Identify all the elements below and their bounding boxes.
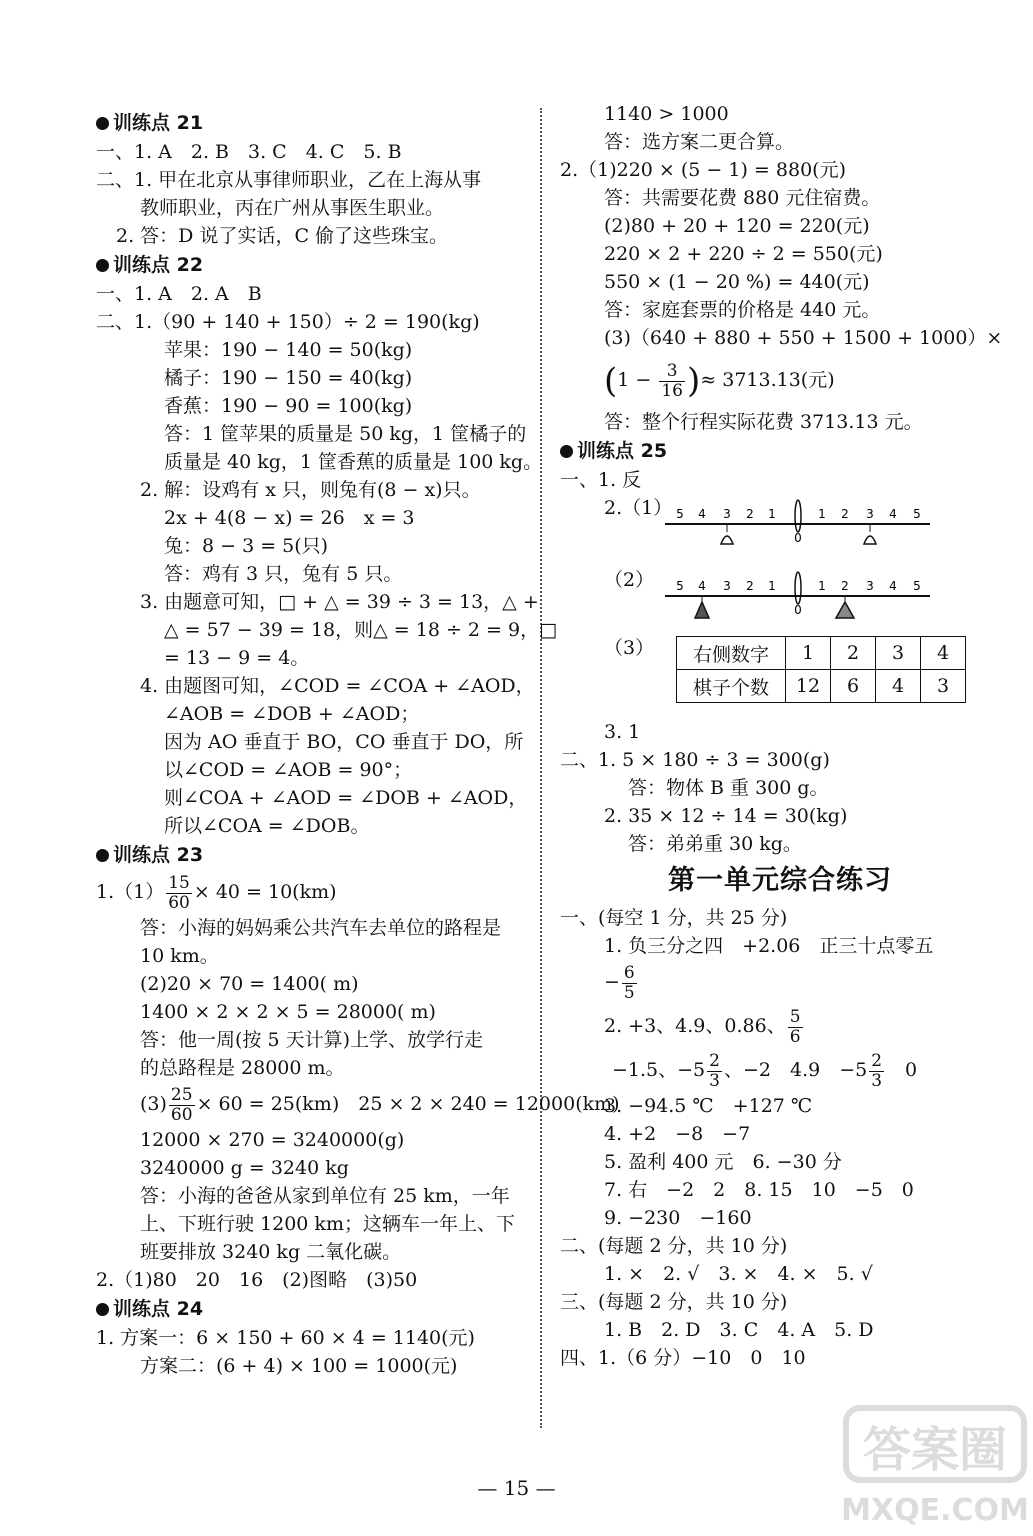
bullet-icon xyxy=(560,445,573,458)
answer-line: （2） xyxy=(604,569,655,591)
answer-line: 9. −230 −160 xyxy=(604,1207,752,1229)
answer-line: 则∠COA + ∠AOD = ∠DOB + ∠AOD， xyxy=(164,787,528,809)
answer-line: 一、(每空 1 分，共 25 分) xyxy=(560,907,788,929)
answer-line: 答：1 筐苹果的质量是 50 kg，1 筐橘子的 xyxy=(164,423,527,445)
tick-label: 1 xyxy=(768,579,776,593)
tick-label: 5 xyxy=(676,579,684,593)
heading-text: 训练点 25 xyxy=(577,440,668,462)
right-column xyxy=(560,100,1003,1372)
table-cell: 4 xyxy=(921,637,966,670)
text: × 40 = 10(km) xyxy=(193,881,337,903)
answer-line: 答：小海的妈妈乘公共汽车去单位的路程是 xyxy=(140,917,502,939)
svg-text:答案圈: 答案圈 xyxy=(862,1422,1008,1478)
text: 1 − xyxy=(617,369,658,391)
answer-line: 香蕉：190 − 90 = 100(kg) xyxy=(164,395,413,417)
tick-label: 3 xyxy=(723,507,731,521)
answer-line: 220 × 2 + 220 ÷ 2 = 550(元) xyxy=(604,243,883,265)
answer-line: 1140 > 1000 xyxy=(604,103,729,125)
tick-label: 1 xyxy=(768,507,776,521)
answer-line: △ = 57 − 39 = 18，则△ = 18 ÷ 2 = 9，□ xyxy=(164,619,558,641)
denominator: 6 xyxy=(789,1026,801,1047)
answer-line: 2. 35 × 12 ÷ 14 = 30(kg) xyxy=(604,805,848,827)
table-row xyxy=(677,670,966,703)
table-cell: 棋子个数 xyxy=(677,670,786,703)
fraction xyxy=(788,1008,803,1047)
fraction xyxy=(166,874,192,913)
answer-line: 教师职业，丙在广州从事医生职业。 xyxy=(140,197,445,219)
denominator: 3 xyxy=(871,1070,883,1091)
weight-icon xyxy=(836,602,854,618)
answer-line: 3. 由题意可知，□ + △ = 39 ÷ 3 = 13，△ + xyxy=(140,591,539,613)
answer-line xyxy=(560,1004,1000,1048)
text: −1.5、−5 xyxy=(612,1059,706,1081)
answer-line: 2x + 4(8 − x) = 26 x = 3 xyxy=(164,507,415,529)
answer-line: 答：小海的爸爸从家到单位有 25 km，一年 xyxy=(140,1185,510,1207)
answer-line: 四、1.（6 分）−10 0 10 xyxy=(560,1347,806,1369)
tick-label: 4 xyxy=(889,507,897,521)
answer-line: 2.（1） xyxy=(604,497,673,519)
tick-label: 4 xyxy=(698,579,706,593)
answer-line: 12000 × 270 = 3240000(g) xyxy=(140,1129,405,1151)
answer-line: 答：鸡有 3 只，兔有 5 只。 xyxy=(164,563,403,585)
numerator: 25 xyxy=(170,1084,193,1105)
heading-text: 训练点 24 xyxy=(113,1298,204,1320)
tick-label: 0 xyxy=(794,603,802,617)
answer-line: 二、1.（90 + 140 + 150）÷ 2 = 190(kg) xyxy=(96,311,480,333)
answer-line: 4. 由题图可知，∠COD = ∠COA + ∠AOD， xyxy=(140,675,535,697)
denominator: 60 xyxy=(168,892,190,913)
numerator: 3 xyxy=(659,362,685,382)
answer-line: 3. −94.5 ℃ +127 ℃ xyxy=(604,1095,813,1117)
answer-line: 2.（1)220 × (5 − 1) = 880(元) xyxy=(560,159,846,181)
numerator: 15 xyxy=(168,872,190,893)
answer-line: 10 km。 xyxy=(140,945,219,967)
weight-icon xyxy=(721,536,733,544)
answer-line: ∠AOB = ∠DOB + ∠AOD； xyxy=(164,703,420,725)
answer-line: 答：物体 B 重 300 g。 xyxy=(628,777,829,799)
left-paren: ( xyxy=(604,361,618,401)
text: 、−2 4.9 −5 xyxy=(723,1059,868,1081)
tick-label: 0 xyxy=(794,531,802,545)
answer-line: (2)80 + 20 + 120 = 220(元) xyxy=(604,215,870,237)
section-heading-24 xyxy=(96,1294,526,1324)
denominator: 3 xyxy=(709,1070,720,1091)
answer-line: 550 × (1 − 20 %) = 440(元) xyxy=(604,271,870,293)
denominator: 5 xyxy=(623,982,635,1003)
number-line-1 xyxy=(560,494,1000,556)
watermark-logo xyxy=(840,1400,1030,1530)
denominator: 16 xyxy=(661,380,683,401)
weight-icon xyxy=(864,536,876,544)
tick-label: 3 xyxy=(866,507,874,521)
answer-line: 1. B 2. D 3. C 4. A 5. D xyxy=(604,1319,874,1341)
answer-line xyxy=(96,870,526,914)
answer-line: 一、1. 反 xyxy=(560,469,642,491)
tick-label: 4 xyxy=(889,579,897,593)
weight-table xyxy=(676,636,966,703)
fraction xyxy=(869,1052,884,1091)
answer-line: 1. 方案一：6 × 150 + 60 × 4 = 1140(元) xyxy=(96,1327,475,1349)
weight-icon xyxy=(695,602,709,618)
bullet-icon xyxy=(96,117,109,130)
table-row xyxy=(677,637,966,670)
minus-sign: − xyxy=(604,971,620,993)
answer-line: = 13 − 9 = 4。 xyxy=(164,647,310,669)
text: × 60 = 25(km) 25 × 2 × 240 = 12000(km) xyxy=(196,1093,620,1115)
tick-label: 5 xyxy=(676,507,684,521)
tick-label: 3 xyxy=(866,579,874,593)
bullet-icon xyxy=(96,1303,109,1316)
section-heading-25 xyxy=(560,436,1000,466)
table-cell: 2 xyxy=(831,637,876,670)
tick-label: 5 xyxy=(913,579,921,593)
answer-line: 3240000 g = 3240 kg xyxy=(140,1157,349,1179)
answer-line: 答：弟弟重 30 kg。 xyxy=(628,833,802,855)
tick-label: 2 xyxy=(746,507,754,521)
balance-diagram-2 xyxy=(660,566,935,628)
answer-line: 答：家庭套票的价格是 440 元。 xyxy=(604,299,881,321)
heading-text: 训练点 22 xyxy=(113,254,204,276)
answer-line: 因为 AO 垂直于 BO，CO 垂直于 DO，所 xyxy=(164,731,524,753)
table-cell: 4 xyxy=(876,670,921,703)
answer-line: 所以∠COA = ∠DOB。 xyxy=(164,815,370,837)
answer-line: 兔：8 − 3 = 5(只) xyxy=(164,535,329,557)
fraction xyxy=(169,1086,195,1125)
answer-line: 二、1. 甲在北京从事律师职业，乙在上海从事 xyxy=(96,169,482,191)
answer-line: 2. 解：设鸡有 x 只，则兔有(8 − x)只。 xyxy=(140,479,481,501)
tick-label: 1 xyxy=(818,507,826,521)
answer-line: 一、1. A 2. A B xyxy=(96,283,262,305)
answer-line: 班要排放 3240 kg 二氧化碳。 xyxy=(140,1241,402,1263)
answer-line: 以∠COD = ∠AOB = 90°； xyxy=(164,759,413,781)
answer-line: 1400 × 2 × 2 × 5 = 28000( m) xyxy=(140,1001,436,1023)
table-cell: 1 xyxy=(786,637,831,670)
numerator: 6 xyxy=(623,962,635,983)
text: 1.（1） xyxy=(96,881,165,903)
right-paren: ) xyxy=(687,361,701,401)
answer-line: 答：选方案二更合算。 xyxy=(604,131,795,153)
answer-line: 三、(每题 2 分，共 10 分) xyxy=(560,1291,788,1313)
unit-title: 第一单元综合练习 xyxy=(668,865,892,896)
answer-line: 1. × 2. √ 3. × 4. × 5. √ xyxy=(604,1263,873,1285)
number-line-2 xyxy=(560,566,1000,628)
tick-label: 4 xyxy=(698,507,706,521)
answer-line: 苹果：190 − 140 = 50(kg) xyxy=(164,339,413,361)
tick-label: 2 xyxy=(841,579,849,593)
fraction xyxy=(659,362,685,401)
pivot-icon xyxy=(795,500,801,532)
tick-label: 5 xyxy=(913,507,921,521)
answer-line: 橘子：190 − 150 = 40(kg) xyxy=(164,367,413,389)
numerator: 2 xyxy=(871,1050,883,1071)
table-row-block xyxy=(560,634,1000,718)
answer-line: 3. 1 xyxy=(604,721,641,743)
answer-line: 一、1. A 2. B 3. C 4. C 5. B xyxy=(96,141,402,163)
answer-line xyxy=(560,352,1000,408)
fraction xyxy=(707,1052,722,1091)
answer-line: (2)20 × 70 = 1400( m) xyxy=(140,973,359,995)
balance-diagram-1 xyxy=(660,494,935,556)
section-heading-22 xyxy=(96,250,526,280)
fraction xyxy=(622,964,637,1003)
table-cell: 3 xyxy=(876,637,921,670)
answer-line xyxy=(560,960,1000,1004)
answer-line: 2.（1)80 20 16 (2)图略 (3)50 xyxy=(96,1269,418,1291)
numerator: 5 xyxy=(789,1006,801,1027)
text: ≈ 3713.13(元) xyxy=(700,369,835,391)
tick-labels xyxy=(676,507,921,545)
section-heading-21 xyxy=(96,108,526,138)
text: (3) xyxy=(140,1093,167,1115)
text: 0 xyxy=(886,1059,918,1081)
tick-label: 2 xyxy=(746,579,754,593)
tick-labels xyxy=(676,579,921,617)
answer-line: 答：整个行程实际花费 3713.13 元。 xyxy=(604,411,923,433)
table-cell: 右侧数字 xyxy=(677,637,786,670)
tick-label: 1 xyxy=(818,579,826,593)
heading-text: 训练点 21 xyxy=(113,112,204,134)
column-divider xyxy=(540,108,542,1428)
answer-line: 1. 负三分之四 +2.06 正三十点零五 xyxy=(604,935,934,957)
answer-line: 4. +2 −8 −7 xyxy=(604,1123,751,1145)
answer-line: 5. 盈利 400 元 6. −30 分 xyxy=(604,1151,842,1173)
answer-line: 2. 答：D 说了实话，C 偷了这些珠宝。 xyxy=(116,225,449,247)
answer-line: 方案二：(6 + 4) × 100 = 1000(元) xyxy=(140,1355,458,1377)
answer-line: 二、(每题 2 分，共 10 分) xyxy=(560,1235,788,1257)
answer-line: 7. 右 −2 2 8. 15 10 −5 0 xyxy=(604,1179,914,1201)
section-heading-23 xyxy=(96,840,526,870)
table-cell: 12 xyxy=(786,670,831,703)
heading-text: 训练点 23 xyxy=(113,844,204,866)
tick-label: 3 xyxy=(723,579,731,593)
table-cell: 6 xyxy=(831,670,876,703)
svg-text:MXQE.COM: MXQE.COM xyxy=(841,1493,1029,1528)
tick-label: 2 xyxy=(841,507,849,521)
bullet-icon xyxy=(96,849,109,862)
denominator: 60 xyxy=(170,1104,193,1125)
answer-line: 答：他一周(按 5 天计算)上学、放学行走 xyxy=(140,1029,483,1051)
page-number: — 15 — xyxy=(477,1476,556,1500)
answer-line: (3)（640 + 880 + 550 + 1500 + 1000）× xyxy=(604,327,1003,349)
pivot-icon xyxy=(795,572,801,604)
numerator: 2 xyxy=(709,1050,720,1071)
text: 2. +3、4.9、0.86、 xyxy=(604,1015,786,1037)
answer-line: 二、1. 5 × 180 ÷ 3 = 300(g) xyxy=(560,749,830,771)
answer-line: 的总路程是 28000 m。 xyxy=(140,1057,345,1079)
answer-line: （3） xyxy=(604,637,655,659)
answer-line xyxy=(560,1048,1000,1092)
bullet-icon xyxy=(96,259,109,272)
answer-line: 答：共需要花费 880 元住宿费。 xyxy=(604,187,881,209)
answer-line: 质量是 40 kg，1 筐香蕉的质量是 100 kg。 xyxy=(164,451,543,473)
answer-line xyxy=(96,1082,620,1126)
answer-line: 上、下班行驶 1200 km；这辆车一年上、下 xyxy=(140,1213,515,1235)
table-cell: 3 xyxy=(921,670,966,703)
